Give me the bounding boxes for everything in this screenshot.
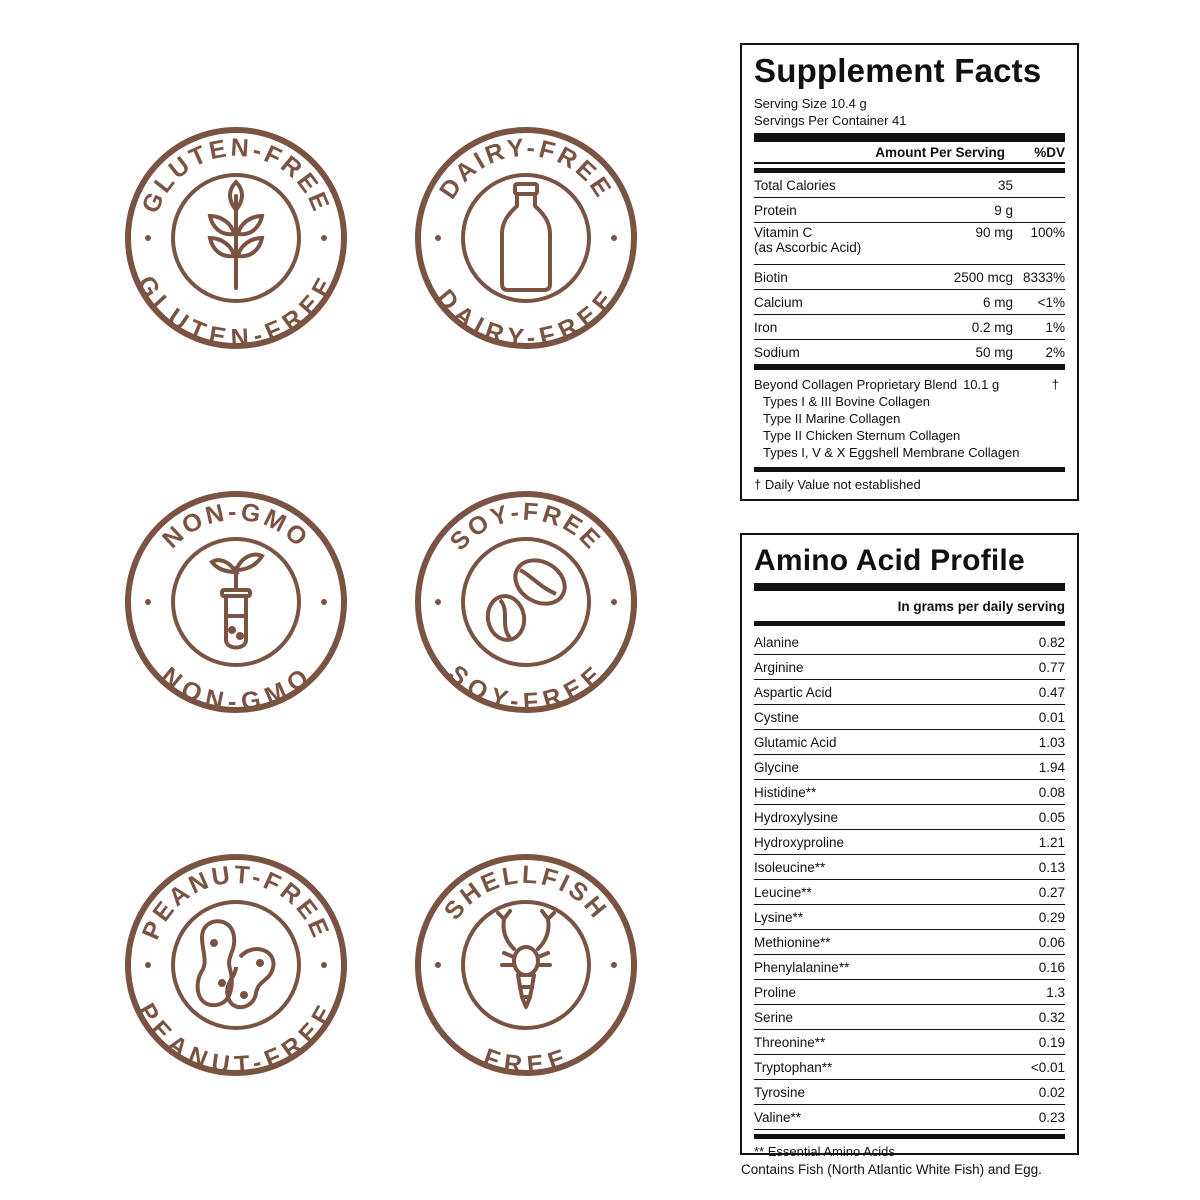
amino-row <box>754 955 1065 980</box>
amino-row <box>754 880 1065 905</box>
nutrient-amount: 90 mg <box>975 225 1013 240</box>
blend-item: Types I, V & X Eggshell Membrane Collagen <box>763 445 1020 460</box>
nutrient-name: Calcium <box>754 294 803 310</box>
amino-name: Tryptophan** <box>754 1059 833 1075</box>
soybean-icon <box>484 552 572 643</box>
amino-name: Lysine** <box>754 909 804 925</box>
nutrient-dv: <1% <box>1037 294 1065 310</box>
amino-value: 0.13 <box>1038 859 1065 875</box>
nutrient-amount: 50 mg <box>975 344 1013 360</box>
supplement-row <box>754 340 1065 365</box>
badge-bottom-text: FREE <box>479 1042 572 1077</box>
badge-top-text: DAIRY-FREE <box>434 133 618 205</box>
blend-item: Type II Marine Collagen <box>763 411 901 426</box>
amino-name: Histidine** <box>754 784 817 800</box>
badge-top-text: SOY-FREE <box>444 497 608 557</box>
amino-value: 0.47 <box>1038 684 1065 700</box>
amount-per-serving-header: Amount Per Serving <box>875 144 1005 160</box>
svg-text:SOY-FREE <box>445 498 608 556</box>
badge-peanut-free <box>124 853 348 1077</box>
thick-divider <box>754 583 1065 591</box>
badge-dairy-free <box>414 126 638 350</box>
gluten-free-seal <box>124 126 348 350</box>
badge-soy-free <box>414 490 638 714</box>
amino-acid-title: Amino Acid Profile <box>754 544 1025 577</box>
svg-text:NON-GMO <box>156 661 316 714</box>
amino-value: 0.16 <box>1038 959 1065 975</box>
badge-shellfish-free <box>414 853 638 1077</box>
amino-value: 0.06 <box>1038 934 1065 950</box>
amino-name: Methionine** <box>754 934 831 950</box>
amino-acid-panel <box>740 533 1079 1159</box>
amino-header-row <box>754 591 1065 626</box>
amino-name: Arginine <box>754 659 804 675</box>
peanut-free-seal <box>124 853 348 1077</box>
shellfish-free-seal <box>414 853 638 1077</box>
nutrient-name: Sodium <box>754 344 800 360</box>
amino-value: 0.08 <box>1038 784 1065 800</box>
amino-value: 0.01 <box>1038 709 1065 725</box>
thick-divider <box>754 133 1065 142</box>
nutrient-subname: (as Ascorbic Acid) <box>754 240 862 255</box>
blend-amount: 10.1 g <box>963 377 1000 392</box>
badge-gluten-free <box>124 126 348 350</box>
amino-name: Hydroxyproline <box>754 834 845 850</box>
amino-row <box>754 855 1065 880</box>
amino-row <box>754 680 1065 705</box>
amino-row <box>754 1030 1065 1055</box>
allergen-statement: Contains Fish (North Atlantic White Fish) and Egg. <box>741 1162 1042 1177</box>
badge-top-text: SHELLFISH <box>438 860 614 926</box>
blend-dv: † <box>1051 377 1059 392</box>
badge-top-text: GLUTEN-FREE <box>136 133 336 218</box>
amino-row <box>754 980 1065 1005</box>
dv-header: %DV <box>1034 144 1065 160</box>
amino-value: 0.32 <box>1038 1009 1065 1025</box>
milk-bottle-icon <box>502 184 550 290</box>
supplement-row <box>754 173 1065 198</box>
amino-value: 0.19 <box>1038 1034 1065 1050</box>
amino-name: Cystine <box>754 709 800 725</box>
amino-value: 0.29 <box>1038 909 1065 925</box>
amino-header: In grams per daily serving <box>897 598 1065 614</box>
nutrient-dv: 2% <box>1045 344 1065 360</box>
nutrient-amount: 2500 mcg <box>953 269 1013 285</box>
nutrient-dv: 100% <box>1030 225 1065 240</box>
non-gmo-seal <box>124 490 348 714</box>
nutrient-name: Protein <box>754 202 797 218</box>
amino-name: Serine <box>754 1009 794 1025</box>
sprout-test-tube-icon <box>212 555 262 648</box>
badge-non-gmo <box>124 490 348 714</box>
nutrient-dv: 8333% <box>1022 269 1065 285</box>
amino-row <box>754 730 1065 755</box>
nutrient-amount: 6 mg <box>982 294 1013 310</box>
amino-value: 1.03 <box>1038 734 1065 750</box>
nutrient-name: Vitamin C <box>754 225 813 240</box>
amino-name: Isoleucine** <box>754 859 826 875</box>
amino-value: 1.94 <box>1038 759 1065 775</box>
svg-text:SHELLFISH <box>439 861 613 925</box>
amino-row <box>754 780 1065 805</box>
amino-row <box>754 1080 1065 1105</box>
amino-value: 1.21 <box>1038 834 1065 850</box>
svg-text:PEANUT-FREE <box>132 998 340 1077</box>
amino-name: Proline <box>754 984 797 1000</box>
blend-item: Type II Chicken Sternum Collagen <box>763 428 961 443</box>
amino-row <box>754 705 1065 730</box>
nutrient-amount: 9 g <box>994 202 1013 218</box>
amino-row <box>754 1105 1065 1130</box>
amino-row <box>754 1055 1065 1080</box>
amino-value: 1.3 <box>1046 984 1065 1000</box>
amino-footnote: ** Essential Amino Acids <box>754 1144 895 1159</box>
dairy-free-seal <box>414 126 638 350</box>
amino-row <box>754 755 1065 780</box>
badge-bottom-text: SOY-FREE <box>443 659 609 714</box>
nutrient-name: Total Calories <box>754 177 836 193</box>
blend-name: Beyond Collagen Proprietary Blend <box>754 377 958 392</box>
supplement-row <box>754 223 1065 265</box>
amino-value: 0.82 <box>1038 634 1065 650</box>
nutrient-dv: 1% <box>1045 319 1065 335</box>
amino-name: Glycine <box>754 759 800 775</box>
serving-size: Serving Size 10.4 g <box>754 96 867 111</box>
amino-name: Hydroxylysine <box>754 809 839 825</box>
badge-top-text: NON-GMO <box>157 497 315 554</box>
svg-text:SOY-FREE <box>443 659 609 714</box>
amino-row <box>754 905 1065 930</box>
amino-name: Alanine <box>754 634 800 650</box>
supplement-row <box>754 315 1065 340</box>
amino-value: 0.27 <box>1038 884 1065 900</box>
blend-item: Types I & III Bovine Collagen <box>763 394 930 409</box>
supplement-row <box>754 198 1065 223</box>
amino-value: 0.77 <box>1038 659 1065 675</box>
badge-bottom-text: DAIRY-FREE <box>431 283 621 350</box>
badge-bottom-text: GLUTEN-FREE <box>131 270 341 350</box>
amino-value: 0.05 <box>1038 809 1065 825</box>
badge-bottom-text: NON-GMO <box>155 661 317 714</box>
amino-name: Tyrosine <box>754 1084 806 1100</box>
amino-row <box>754 630 1065 655</box>
amino-value: 0.02 <box>1038 1084 1065 1100</box>
soy-free-seal <box>414 490 638 714</box>
supplement-facts-title: Supplement Facts <box>754 52 1042 89</box>
supplement-row <box>754 290 1065 315</box>
svg-text:DAIRY-FREE <box>431 284 621 350</box>
nutrient-name: Iron <box>754 319 778 335</box>
supplement-row <box>754 265 1065 290</box>
amino-row <box>754 805 1065 830</box>
amino-row <box>754 830 1065 855</box>
amino-name: Glutamic Acid <box>754 734 837 750</box>
amino-name: Aspartic Acid <box>754 684 833 700</box>
badge-bottom-text: PEANUT-FREE <box>132 998 340 1077</box>
badge-top-text: PEANUT-FREE <box>136 860 336 944</box>
nutrient-name: Biotin <box>754 269 788 285</box>
nutrient-amount: 0.2 mg <box>971 319 1013 335</box>
lobster-icon <box>498 911 554 1007</box>
wheat-icon <box>210 182 262 288</box>
amino-name: Threonine** <box>754 1034 826 1050</box>
supplement-facts-panel <box>740 43 1079 501</box>
amino-name: Leucine** <box>754 884 812 900</box>
proprietary-blend <box>754 370 1065 461</box>
amino-value: 0.23 <box>1038 1109 1065 1125</box>
amino-row <box>754 655 1065 680</box>
amino-value: <0.01 <box>1030 1059 1065 1075</box>
nutrient-amount: 35 <box>997 177 1013 193</box>
amino-name: Valine** <box>754 1109 802 1125</box>
amino-name: Phenylalanine** <box>754 959 850 975</box>
supplement-header-row <box>754 142 1065 164</box>
amino-row <box>754 930 1065 955</box>
servings-per-container: Servings Per Container 41 <box>754 113 907 128</box>
supplement-footnote: † Daily Value not established <box>754 477 921 492</box>
amino-row <box>754 1005 1065 1030</box>
peanut-icon <box>198 921 274 1007</box>
